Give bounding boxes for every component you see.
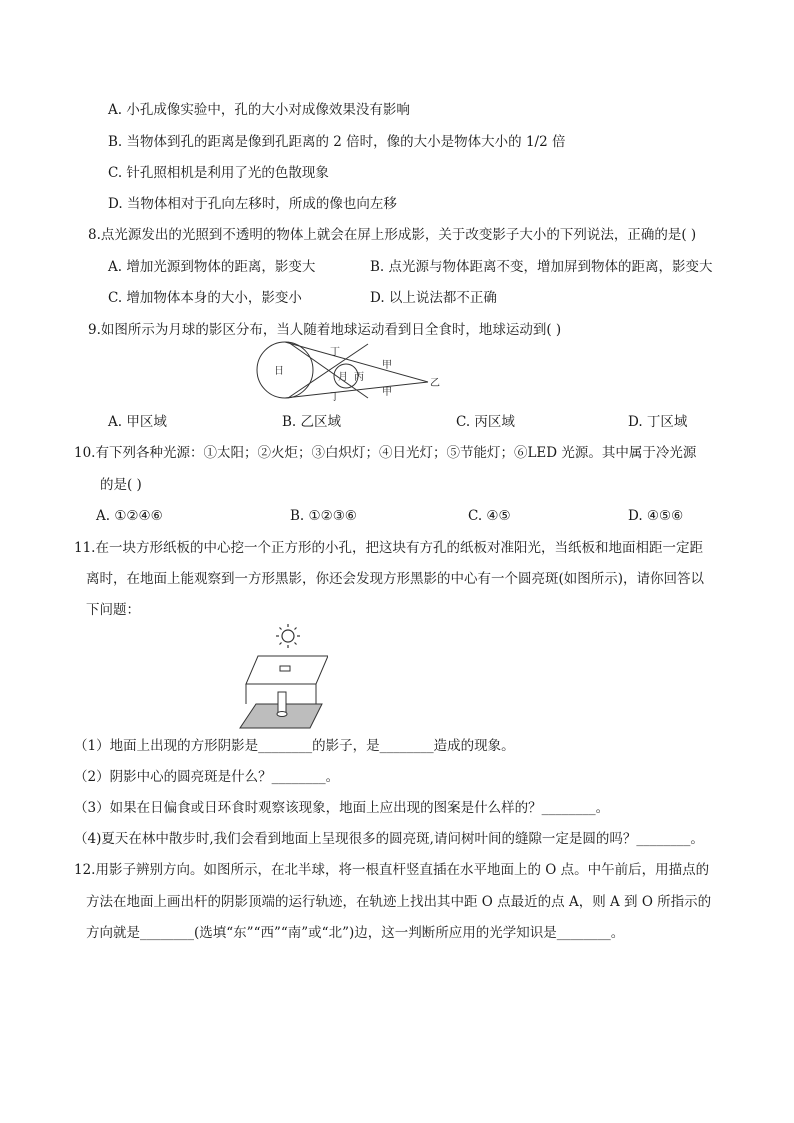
label-ding-top: 丁 bbox=[330, 347, 340, 358]
q9-option-b: B. 乙区域 bbox=[282, 414, 342, 430]
q11-sub2: （2）阴影中心的圆亮斑是什么？________。 bbox=[74, 769, 340, 785]
q8-stem: 8.点光源发出的光照到不透明的物体上就会在屏上形成影，关于改变影子大小的下列说法，正确的是( ) bbox=[88, 227, 697, 243]
light-beam bbox=[278, 692, 286, 714]
label-jia-bottom: 甲 bbox=[382, 387, 392, 398]
q8-option-b: B. 点光源与物体距离不变，增加屏到物体的距离，影变大 bbox=[370, 259, 713, 275]
q9-shadow-diagram bbox=[250, 340, 450, 402]
q9-option-a: A. 甲区域 bbox=[108, 414, 167, 430]
q8-option-a: A. 增加光源到物体的距离，影变大 bbox=[108, 259, 316, 275]
q8-option-c: C. 增加物体本身的大小，影变小 bbox=[108, 290, 302, 306]
q12-line2: 方法在地面上画出杆的阴影顶端的运行轨迹，在轨迹上找出其中距 O 点最近的点 A，则 A 到 O 所指示的 bbox=[86, 894, 712, 910]
sun-circle bbox=[257, 342, 313, 398]
q9-option-c: C. 丙区域 bbox=[456, 414, 515, 430]
q9-option-d: D. 丁区域 bbox=[628, 414, 688, 430]
q11-sub4: （4)夏天在林中散步时,我们会看到地面上呈现很多的圆亮斑,请问树叶间的缝隙一定是圆的吗？________。 bbox=[74, 831, 704, 847]
label-bing: 丙 bbox=[354, 372, 364, 383]
label-ding-bottom: 丁 bbox=[330, 392, 340, 402]
q7-option-d: D. 当物体相对于孔向左移时，所成的像也向左移 bbox=[108, 196, 397, 212]
q10-option-d: D. ④⑤⑥ bbox=[628, 508, 684, 524]
q11-pinhole-diagram bbox=[236, 622, 328, 730]
q12-line3: 方向就是________(选填“东”“西”“南”或“北”)边，这一判断所应用的光学知识是________。 bbox=[86, 925, 625, 941]
q11-stem-line1: 11.在一块方形纸板的中心挖一个正方形的小孔，把这块有方孔的纸板对准阳光，当纸板和地面相距一定距 bbox=[74, 540, 703, 556]
label-jia-top: 甲 bbox=[382, 360, 392, 371]
q10-option-a: A. ①②④⑥ bbox=[96, 508, 163, 524]
q11-stem-line3: 下问题： bbox=[86, 602, 140, 618]
q7-option-a: A. 小孔成像实验中，孔的大小对成像效果没有影响 bbox=[108, 102, 410, 118]
q11-stem-line2: 离时，在地面上能观察到一方形黑影，你还会发现方形黑影的中心有一个圆亮斑(如图所示)，请你回答以 bbox=[86, 571, 705, 587]
q9-stem: 9.如图所示为月球的影区分布，当人随着地球运动看到日全食时，地球运动到( ) bbox=[88, 322, 562, 338]
bright-spot bbox=[277, 712, 287, 717]
label-moon: 月 bbox=[338, 372, 348, 383]
q11-sub3: （3）如果在日偏食或日环食时观察该现象，地面上应出现的图案是什么样的？________。 bbox=[74, 800, 610, 816]
q12-line1: 12.用影子辨别方向。如图所示，在北半球，将一根直杆竖直插在水平地面上的 O 点。中午前后，用描点的 bbox=[74, 862, 710, 878]
q10-stem-line1: 10.有下列各种光源：①太阳；②火炬；③白炽灯；④日光灯；⑤节能灯；⑥LED 光源。其中属于冷光源 bbox=[74, 445, 697, 461]
q8-option-d: D. 以上说法都不正确 bbox=[370, 290, 497, 306]
label-yi: 乙 bbox=[430, 378, 440, 389]
q10-stem-line2: 的是( ) bbox=[100, 477, 142, 493]
q10-option-c: C. ④⑤ bbox=[468, 508, 511, 524]
q10-option-b: B. ①②③⑥ bbox=[290, 508, 357, 524]
q7-option-b: B. 当物体到孔的距离是像到孔距离的 2 倍时，像的大小是物体大小的 1/2 倍 bbox=[108, 134, 566, 150]
square-hole bbox=[280, 666, 290, 671]
q7-option-c: C. 针孔照相机是利用了光的色散现象 bbox=[108, 165, 329, 181]
q11-sub1: （1）地面上出现的方形阴影是________的影子，是________造成的现象。 bbox=[74, 738, 515, 754]
label-sun: 日 bbox=[274, 366, 284, 377]
sun-icon bbox=[276, 624, 300, 648]
